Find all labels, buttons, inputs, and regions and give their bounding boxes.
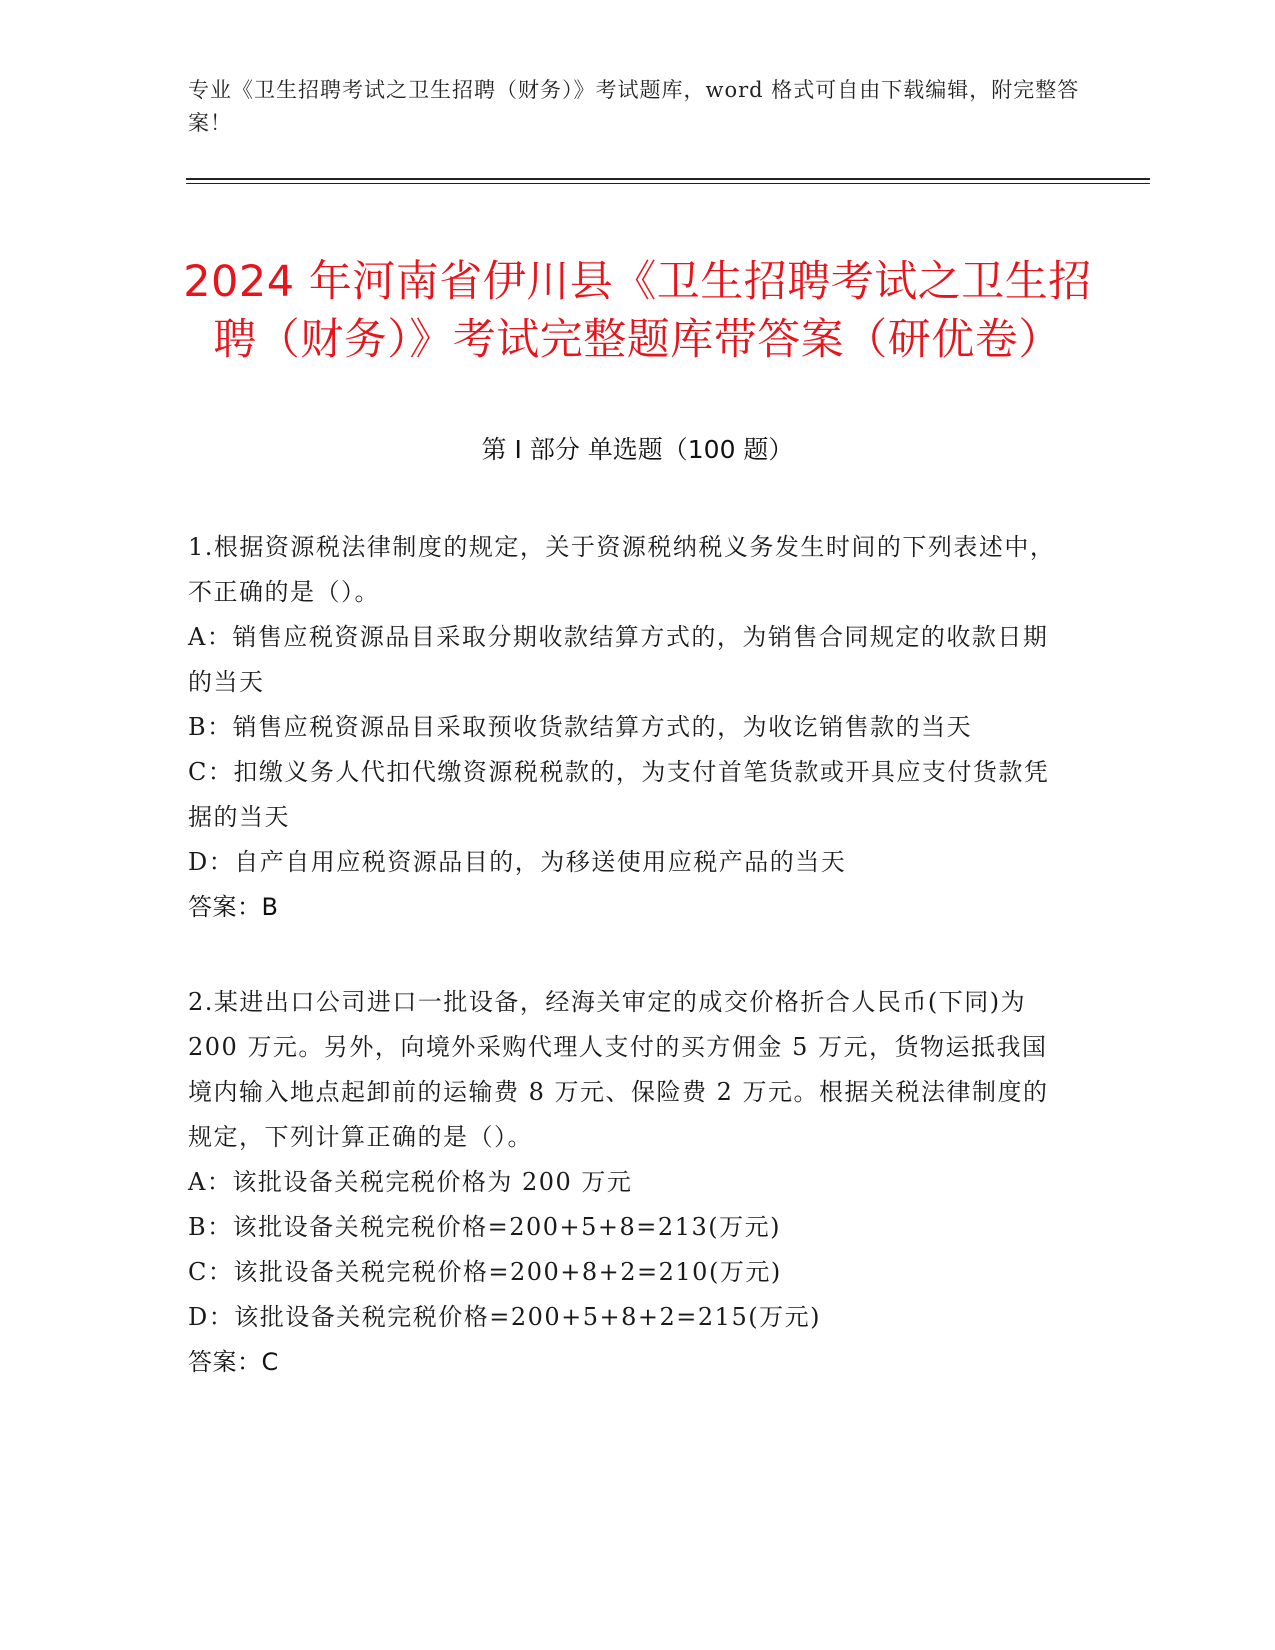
document-title: 2024 年河南省伊川县《卫生招聘考试之卫生招聘（财务）》考试完整题库带答案（研优卷） [183, 256, 1092, 365]
option-d: D：该批设备关税完税价格=200+5+8+2=215(万元) [188, 1303, 821, 1331]
header-divider [186, 178, 1150, 180]
header-divider-thin [186, 183, 1150, 184]
option-c: C：该批设备关税完税价格=200+8+2=210(万元) [188, 1258, 782, 1286]
option-c: C：扣缴义务人代扣代缴资源税税款的，为支付首笔货款或开具应支付货款凭据的当天 [188, 758, 1050, 831]
question-stem: 2.某进出口公司进口一批设备，经海关审定的成交价格折合人民币(下同)为 200 万元。另外，向境外采购代理人支付的买方佣金 5 万元，货物运抵我国境内输入地点起卸前的运输费 8 万元、保险费 2 万元。根据关税法律制度的规定，下列计算正确的是（）。 [188, 988, 1049, 1151]
option-d: D：自产自用应税资源品目的，为移送使用应税产品的当天 [188, 848, 847, 876]
section-heading: 第 I 部分 单选题（100 题） [481, 435, 794, 464]
question-2 [188, 980, 1068, 1385]
answer: 答案：B [188, 893, 279, 921]
header-note: 专业《卫生招聘考试之卫生招聘（财务）》考试题库，word 格式可自由下载编辑，附完整答案！ [188, 78, 1080, 135]
option-b: B：该批设备关税完税价格=200+5+8=213(万元) [188, 1213, 781, 1241]
answer: 答案：C [188, 1348, 279, 1376]
question-1 [188, 525, 1068, 930]
option-b: B：销售应税资源品目采取预收货款结算方式的，为收讫销售款的当天 [188, 713, 973, 741]
option-a: A：销售应税资源品目采取分期收款结算方式的，为销售合同规定的收款日期的当天 [188, 623, 1049, 696]
question-stem: 1.根据资源税法律制度的规定，关于资源税纳税义务发生时间的下列表述中，不正确的是（）。 [188, 533, 1056, 606]
option-a: A：该批设备关税完税价格为 200 万元 [188, 1168, 633, 1196]
